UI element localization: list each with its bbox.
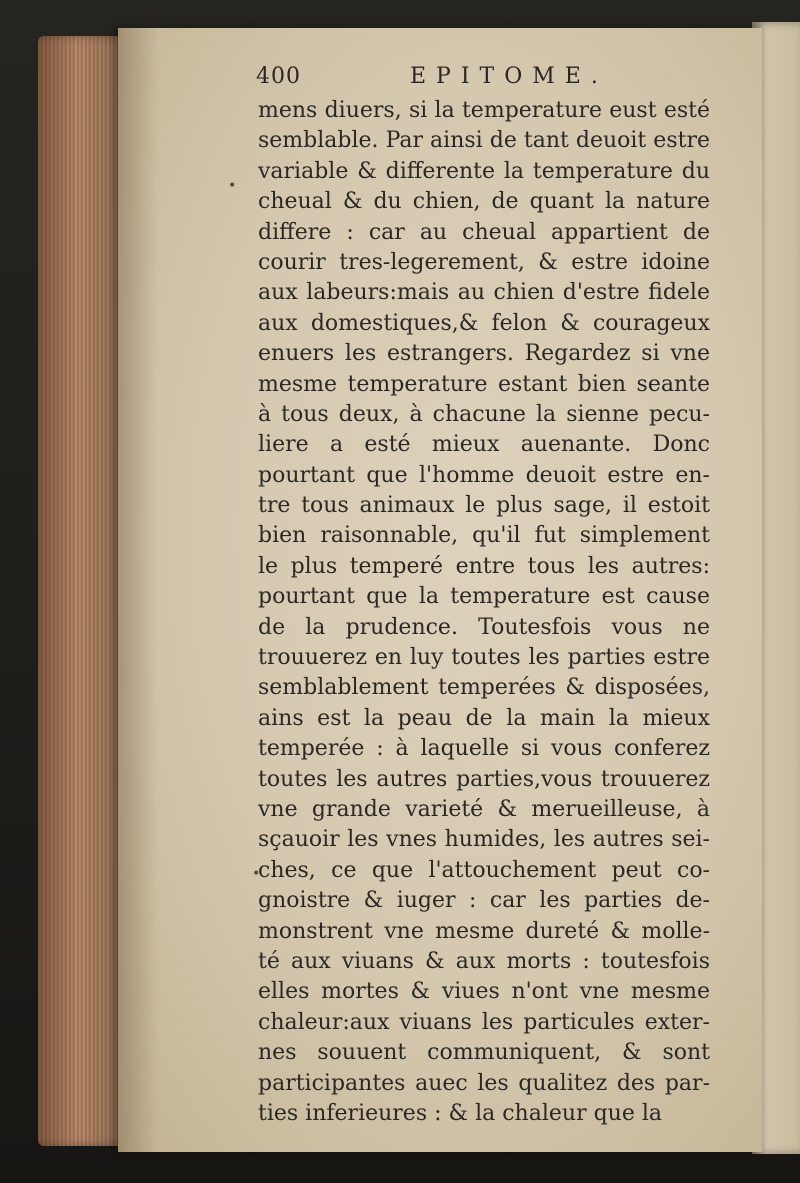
text-line: temperée : à laquelle si vous conferez <box>258 736 710 762</box>
text-line: semblable. Par ainsi de tant deuoit estre <box>258 128 710 154</box>
text-line: aux domestiques,& felon & courageux <box>258 310 710 336</box>
text-line: differe : car au cheual appartient de <box>258 219 710 245</box>
running-title: EPITOME. <box>410 64 608 89</box>
margin-mark: • <box>252 866 261 882</box>
text-line: semblablement temperées & disposées, <box>258 675 710 701</box>
text-line: chaleur:aux viuans les particules exter- <box>258 1009 710 1035</box>
text-line: ains est la peau de la main la mieux <box>258 705 710 731</box>
text-line: enuers les estrangers. Regardez si vne <box>258 341 710 367</box>
text-line: pourtant que la temperature est cause <box>258 584 710 610</box>
text-line: variable & differente la temperature du <box>258 158 710 184</box>
text-line: courir tres-legerement, & estre idoine <box>258 249 710 275</box>
body-text <box>258 96 710 1129</box>
text-line: à tous deux, à chacune la sienne pecu- <box>258 401 710 427</box>
text-line: vne grande varieté & merueilleuse, à <box>258 796 710 822</box>
text-line: elles mortes & viues n'ont vne mesme <box>258 979 710 1005</box>
text-line: ches, ce que l'attouchement peut co- <box>258 857 710 883</box>
text-line: trouuerez en luy toutes les parties estre <box>258 645 710 671</box>
margin-mark: • <box>228 178 237 194</box>
page-header <box>256 64 716 96</box>
text-line: liere a esté mieux auenante. Donc <box>258 432 710 458</box>
text-line: sçauoir les vnes humides, les autres sei- <box>258 827 710 853</box>
text-line: de la prudence. Toutesfois vous ne <box>258 614 710 640</box>
text-line: bien raisonnable, qu'il fut simplement <box>258 523 710 549</box>
text-line: mesme temperature estant bien seante <box>258 371 710 397</box>
page-number: 400 <box>256 64 301 89</box>
text-line: nes souuent communiquent, & sont <box>258 1040 710 1066</box>
text-line: mens diuers, si la temperature eust esté <box>258 98 710 123</box>
text-line: monstrent vne mesme dureté & molle- <box>258 918 710 944</box>
text-line: participantes auec les qualitez des par- <box>258 1070 710 1096</box>
text-line: aux labeurs:mais au chien d'estre fidele <box>258 280 710 306</box>
text-line: ties inferieures : & la chaleur que la <box>258 1100 662 1126</box>
text-line: le plus temperé entre tous les autres: <box>258 553 710 579</box>
text-line: pourtant que l'homme deuoit estre en- <box>258 462 710 488</box>
text-line: tre tous animaux le plus sage, il estoit <box>258 493 710 519</box>
text-line: gnoistre & iuger : car les parties de- <box>258 888 710 914</box>
text-line: cheual & du chien, de quant la nature <box>258 189 710 215</box>
text-line: toutes les autres parties,vous trouuerez <box>258 766 710 792</box>
text-line: té aux viuans & aux morts : toutesfois <box>258 948 710 974</box>
